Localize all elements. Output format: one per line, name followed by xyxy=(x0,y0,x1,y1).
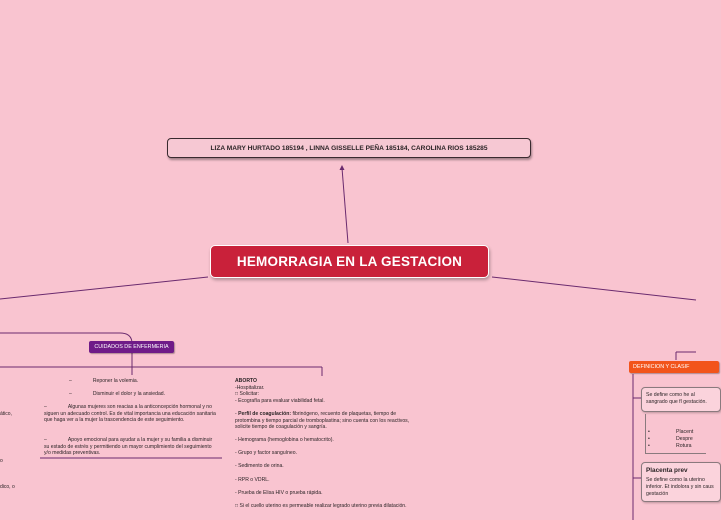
aborto-grupo: - Grupo y factor sanguíneo. xyxy=(235,450,298,457)
definicion-branch[interactable]: DEFINICION Y CLASIF xyxy=(629,361,719,373)
aborto-hemograma: - Hemograma (hemoglobina o hematocrito). xyxy=(235,437,334,444)
link-title-authors xyxy=(342,168,348,243)
aborto-sedimento: - Sedimento de orina. xyxy=(235,463,284,470)
link-title-left xyxy=(0,277,208,299)
aborto-rpr: - RPR o VDRL. xyxy=(235,476,270,483)
aborto-elisa: - Prueba de Elisa HIV o prueba rápida. xyxy=(235,489,323,496)
bullet-item: • Despre xyxy=(648,436,693,442)
placenta-previa-card[interactable] xyxy=(641,462,721,502)
authors-node[interactable]: LIZA MARY HURTADO 185194 , LINNA GISSELLE PEÑA 185184, CAROLINA RIOS 185285 xyxy=(167,138,531,158)
arrow-head-authors xyxy=(340,165,345,170)
cuidados-branch[interactable]: CUIDADOS DE ENFERMERIA xyxy=(89,341,174,353)
bullet-icon: • xyxy=(648,443,650,449)
aborto-hospitalizar: -Hospitalizar. xyxy=(235,384,265,391)
care-text: – Reponer la volemia. xyxy=(69,378,139,384)
left-fragment: ático, xyxy=(0,411,12,417)
definicion-card-text: Se define como he al sangrado que fl gestación. xyxy=(646,392,707,405)
aborto-exams xyxy=(235,378,413,516)
definicion-bullet-list xyxy=(645,414,706,454)
care-text: – Disminuir el dolor y la ansiedad. xyxy=(69,391,166,397)
bullet-item: • Placent xyxy=(648,429,694,435)
aborto-cuello: □ Si el cuello uterino es permeable realizar legrado uterino previa dilatación. xyxy=(235,502,407,509)
link-title-right xyxy=(492,277,696,300)
left-fragment: dico, o xyxy=(0,484,15,490)
placenta-previa-text: Se define como la uterino inferior. Et indolora y sin caus gestación xyxy=(646,477,714,497)
definicion-card[interactable] xyxy=(641,387,721,412)
care-text: – Algunas mujeres son reacias a la anticoncepción hormonal y no siguen un adecuado control. Es de vital importancia una educación sanitaria que haga ver a la mujer la trascendencia de este seguimiento. xyxy=(44,404,216,424)
aborto-ecografia: - Ecografía para evaluar viabilidad fetal. xyxy=(235,397,325,404)
left-fragment: o xyxy=(0,458,3,464)
bullet-item: • Rotura xyxy=(648,443,692,449)
central-topic[interactable]: HEMORRAGIA EN LA GESTACION xyxy=(210,245,489,278)
placenta-previa-title: Placenta prev xyxy=(646,467,688,474)
aborto-solicitar: □ Solicitar: xyxy=(235,391,260,398)
bullet-icon: • xyxy=(648,429,650,435)
care-item xyxy=(44,404,219,424)
care-item xyxy=(44,437,219,457)
care-text: – Apoyo emocional para ayudar a la mujer y su familia a disminuir su estado de estrés y permitiendo un mayor cumplimiento del seguimiento y/o medidas preventivas. xyxy=(44,437,213,457)
aborto-perfil: - Perfil de coagulación: fibrinógeno, recuento de plaquetas, tiempo de protombina y tiempo parcial de tromboplastina; sino cuenta con los reactivos, solicite tiempo de coagulación y sangría. xyxy=(235,410,410,431)
aborto-heading: ABORTO xyxy=(235,378,257,384)
bullet-icon: • xyxy=(648,436,650,442)
